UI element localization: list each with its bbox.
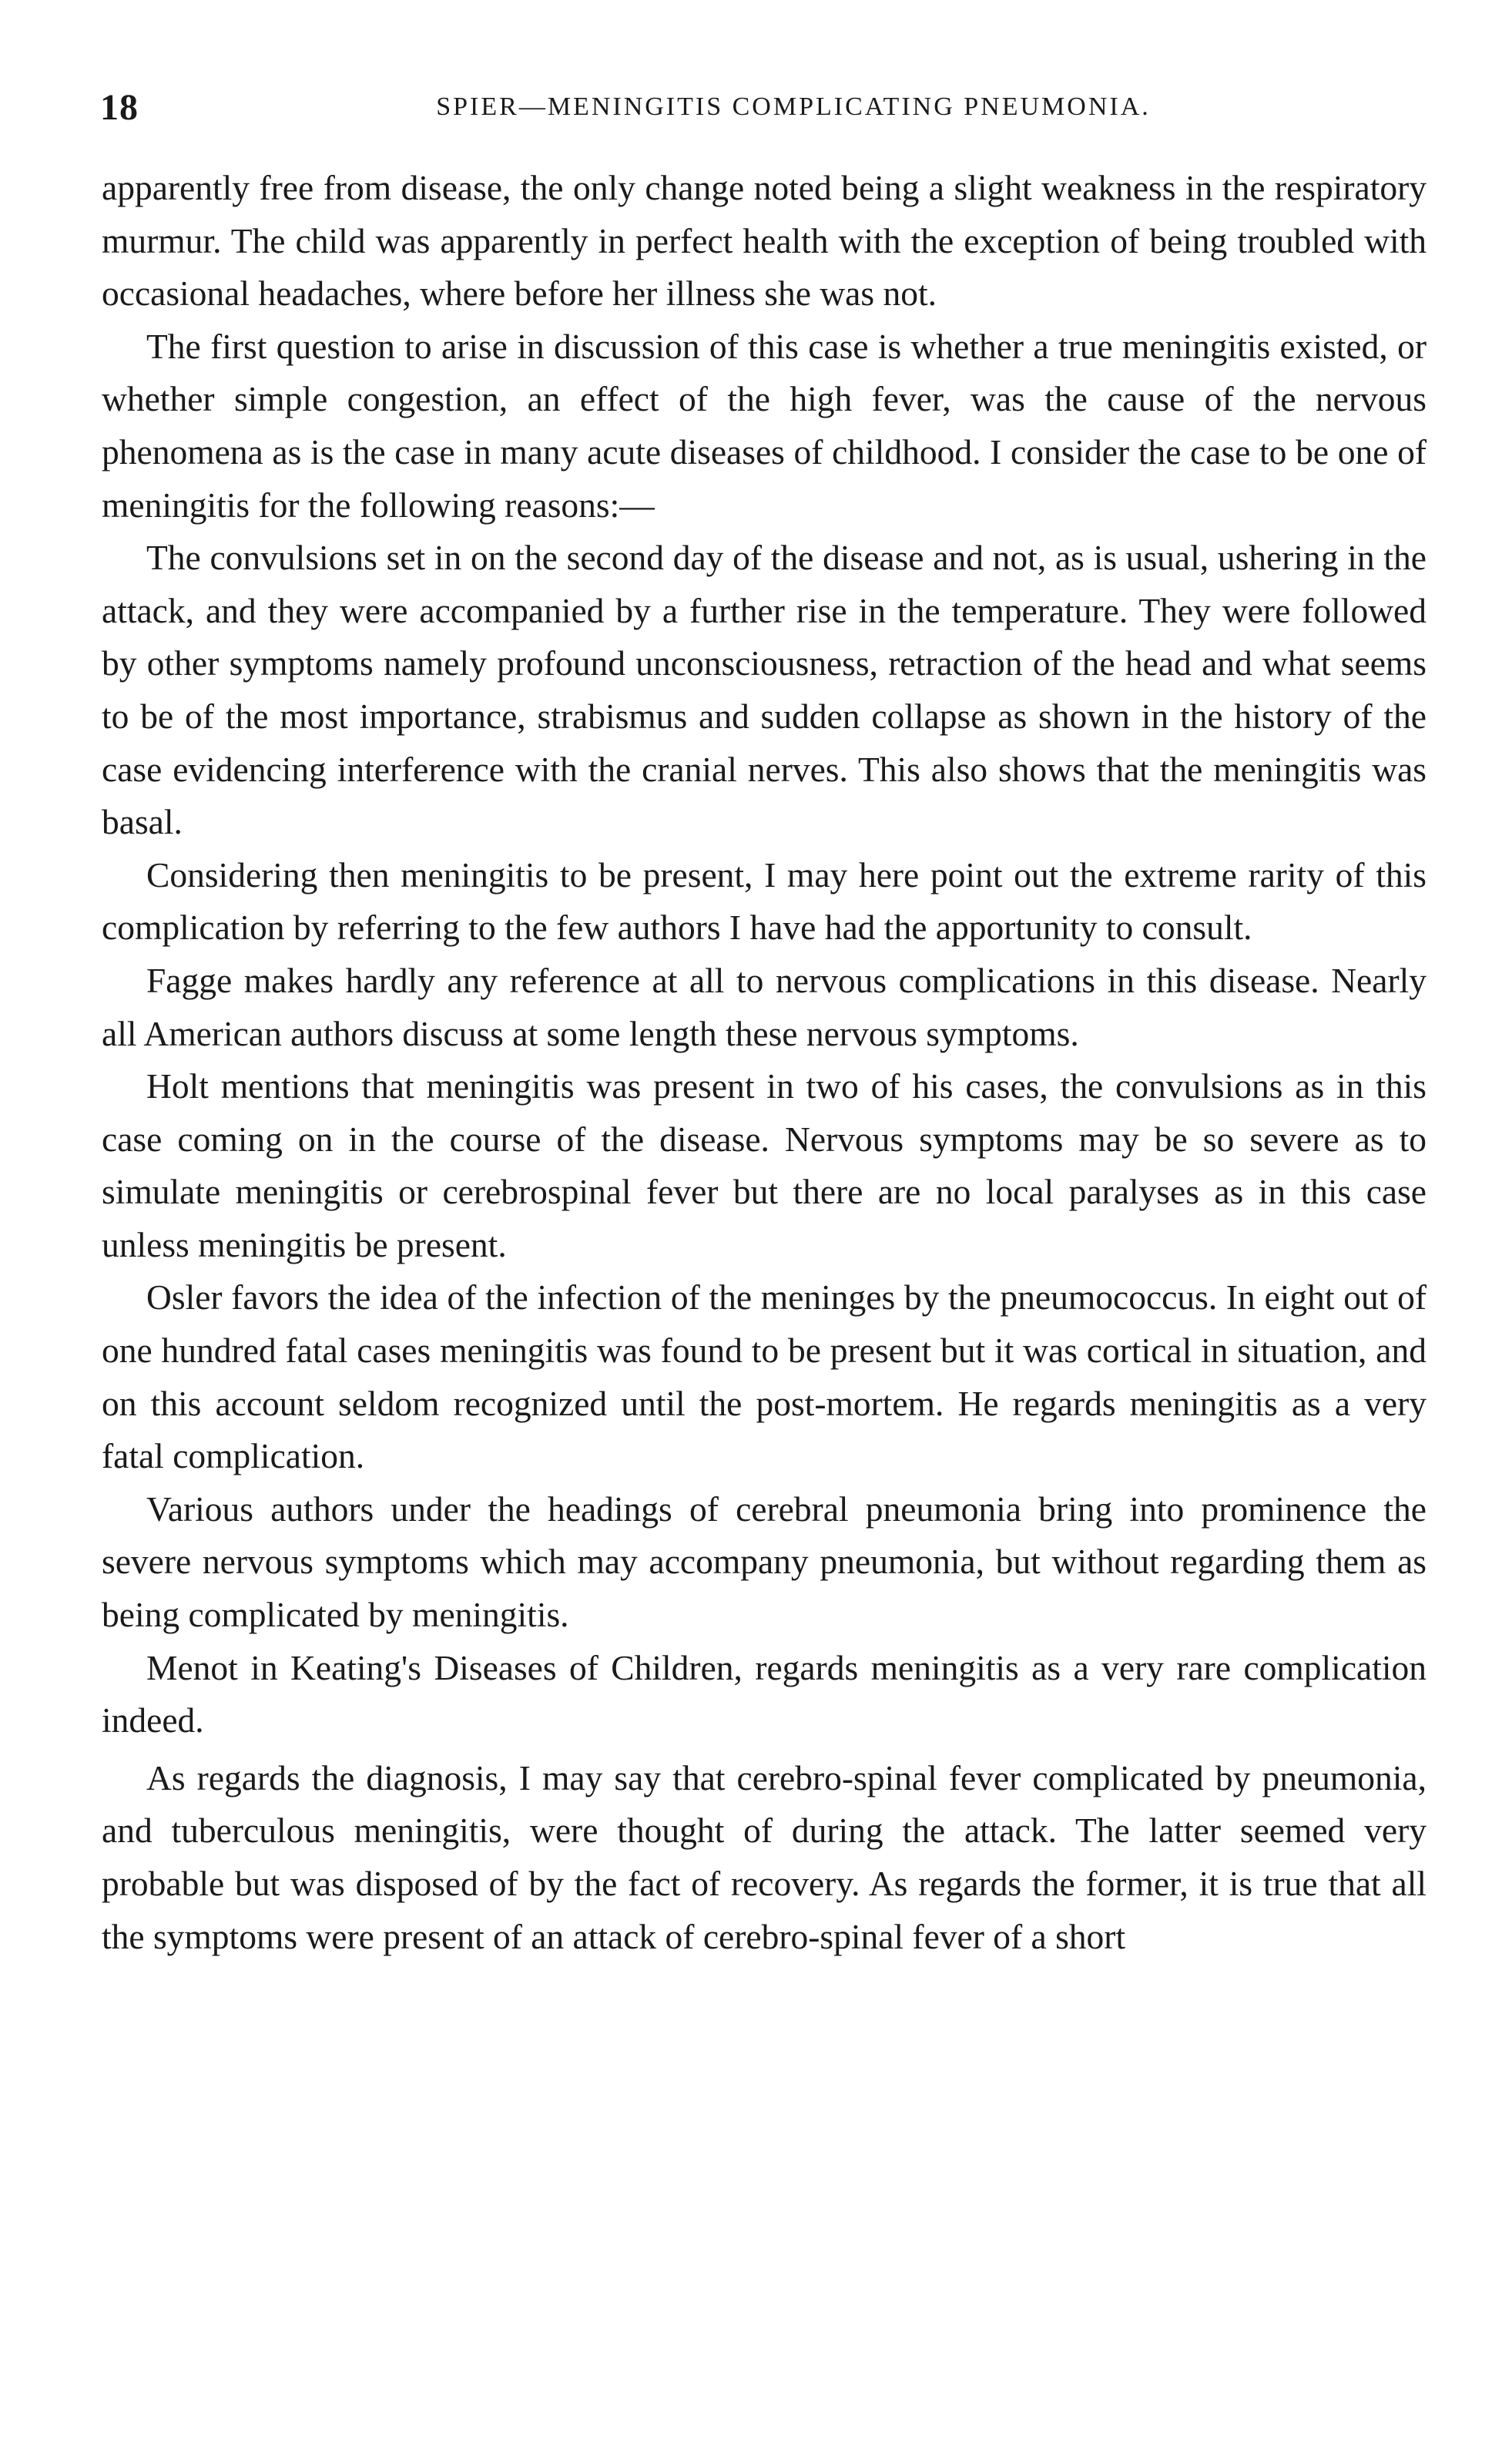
paragraph-rarity: Considering then meningitis to be present, I may here point out the extreme rarity of this complication by referring to the few authors I have had the apportunity to consult. bbox=[102, 854, 1427, 948]
paragraph-diagnosis: As regards the diagnosis, I may say that cerebro-spinal fever complicated by pneumonia, and tuberculous meningitis, were thought of during the attack. The latter seemed very probable but was disposed of by the fact of recovery. As regards the former, it is true that all the symptoms were present of an attack of cerebro-spinal fever of a short bbox=[102, 1757, 1427, 1956]
paragraph-fagge: Fagge makes hardly any reference at all to nervous complications in this disease. Nearly all American authors discuss at some length these nervous symptoms. bbox=[102, 960, 1427, 1053]
paragraph-osler: Osler favors the idea of the infection of the meninges by the pneumococcus. In eight out of one hundred fatal cases meningitis was found to be present but it was cortical in situation, and on this account seldom recognized until the post-mortem. He regards meningitis as a very fatal complication. bbox=[102, 1277, 1427, 1476]
paragraph-menot: Menot in Keating's Diseases of Children, regards meningitis as a very rare complication indeed. bbox=[102, 1647, 1427, 1740]
paragraph-various-authors: Various authors under the headings of cerebral pneumonia bring into prominence the severe nervous symptoms which may accompany pneumonia, but without regarding them as being complicated by meningitis. bbox=[102, 1489, 1427, 1635]
page-number: 18 bbox=[100, 87, 139, 128]
paragraph-holt: Holt mentions that meningitis was present in two of his cases, the convulsions as in this case coming on in the course of the disease. Nervous symptoms may be so severe as to simulate meningitis or cerebrospinal fever but there are no local paralyses as in this case unless meningitis be present. bbox=[102, 1066, 1427, 1264]
paragraph-convulsions: The convulsions set in on the second day of the disease and not, as is usual, ushering in the attack, and they were accompanied by a further rise in the temperature. They were followed by other symptoms namely profound unconsciousness, retraction of the head and what seems to be of the most importance, strabismus and sudden collapse as shown in the history of the case evidencing interference with the cranial nerves. This also shows that the meningitis was basal. bbox=[102, 538, 1427, 842]
page-header bbox=[100, 86, 1440, 140]
body-text bbox=[102, 162, 1427, 1963]
paragraph-continuation: apparently free from disease, the only change noted being a slight weakness in the respiratory murmur. The child was apparently in perfect health with the exception of being troubled with occasional headaches, where before her illness she was not. bbox=[102, 168, 1427, 314]
running-title: SPIER—MENINGITIS COMPLICATING PNEUMONIA. bbox=[436, 92, 1151, 121]
paragraph-first-question: The first question to arise in discussion of this case is whether a true meningitis existed, or whether simple congestion, an effect of the high fever, was the cause of the nervous phenomena as is the case in many acute diseases of childhood. I consider the case to be one of meningitis for the following reasons:— bbox=[102, 326, 1427, 525]
